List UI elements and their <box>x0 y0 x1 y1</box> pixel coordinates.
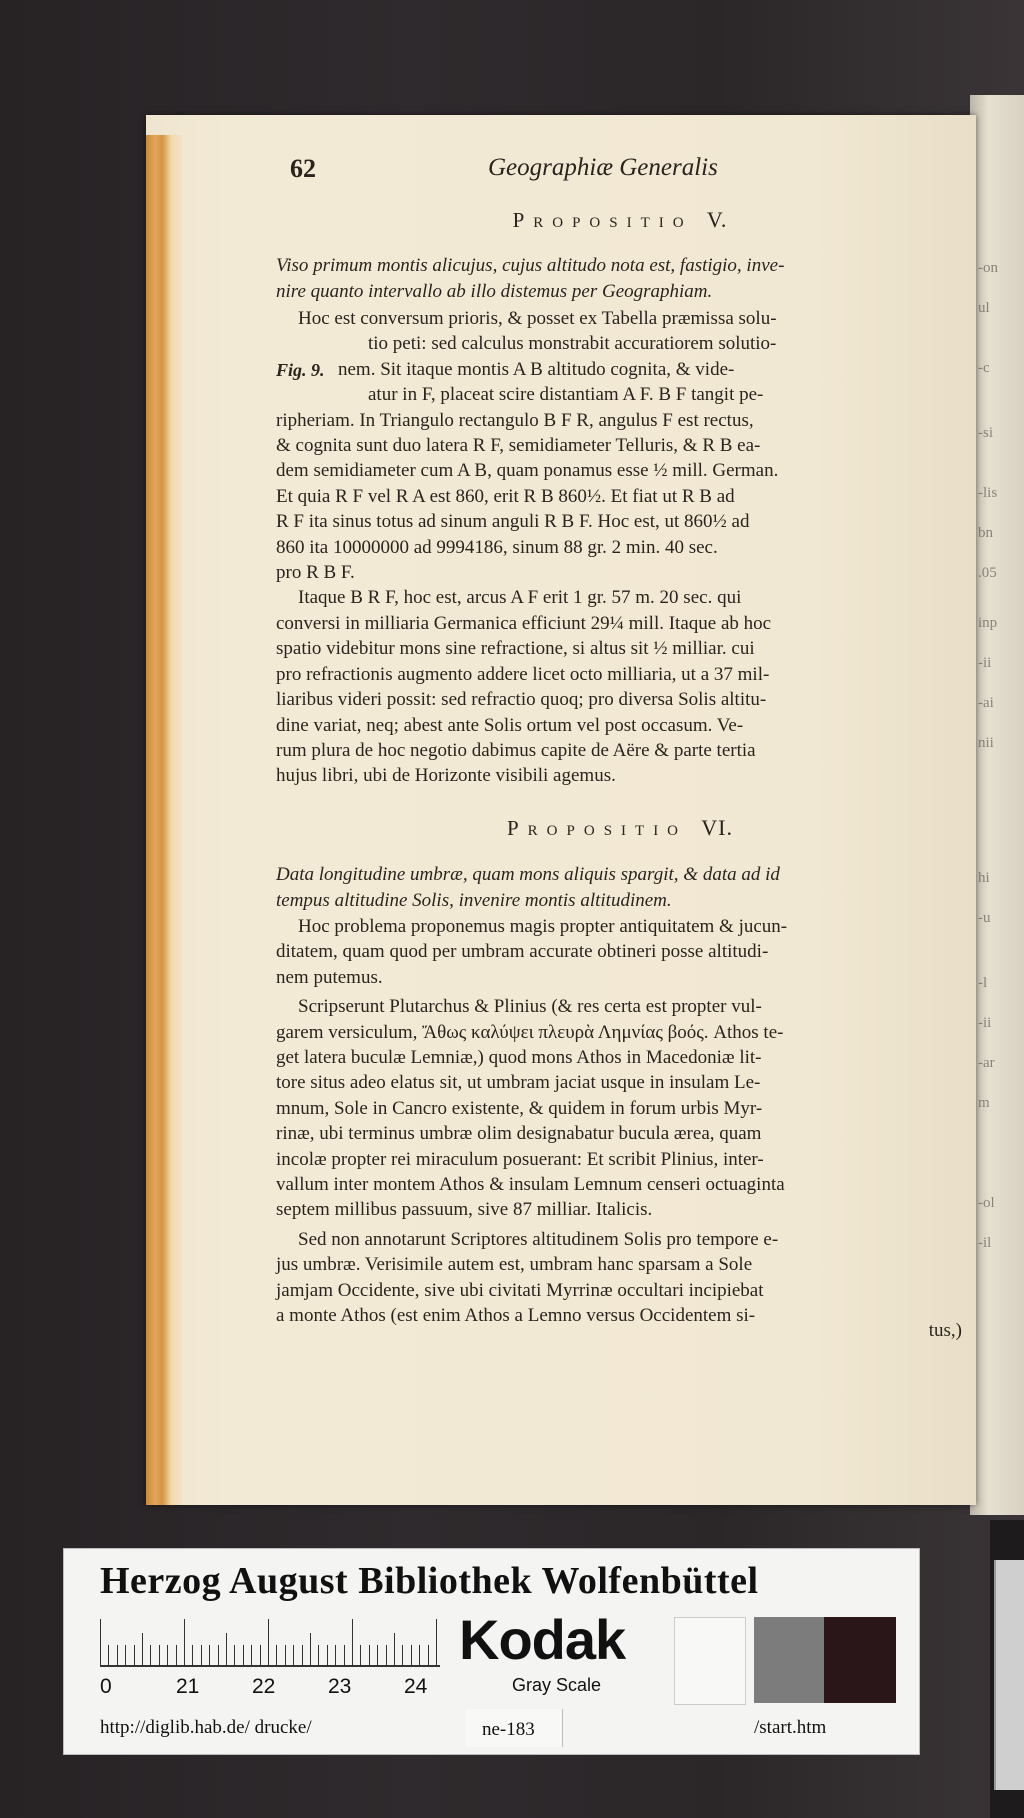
ruler-tick <box>293 1645 294 1665</box>
text-line: a monte Athos (est enim Athos a Lemno versus Occidentem si- <box>276 1305 756 1327</box>
ruler-tick <box>268 1619 269 1665</box>
ruler-tick <box>150 1645 151 1665</box>
ruler-tick <box>310 1633 311 1665</box>
ruler-tick <box>318 1645 319 1665</box>
facing-page-edge: -on ul -c -si -lis bn .05 inp -ii -ai nii hi -u -l -ii -ar m -ol -il <box>970 95 1024 1515</box>
proposition-6-title <box>290 815 950 841</box>
ruler-tick <box>226 1633 227 1665</box>
ruler-tick <box>234 1645 235 1665</box>
text-line: 860 ita 10000000 ad 9994186, sinum 88 gr. 2 min. 40 sec. <box>276 536 718 558</box>
text-line: get latera buculæ Lemniæ,) quod mons Athos in Macedoniæ lit- <box>276 1047 762 1069</box>
page-header <box>290 150 950 190</box>
ruler-tick <box>176 1645 177 1665</box>
ruler-tick <box>360 1645 361 1665</box>
text-line: Scripserunt Plutarchus & Plinius (& res certa est propter vul- <box>298 996 762 1018</box>
scan-tab <box>994 1560 1024 1790</box>
url-suffix: /start.htm <box>754 1717 827 1738</box>
text-line: jamjam Occidente, sive ubi civitati Myrrinæ occultari incipiebat <box>276 1279 764 1301</box>
ruler-tick <box>428 1645 429 1665</box>
scale-ruler <box>100 1615 440 1667</box>
ruler-tick <box>369 1645 370 1665</box>
ruler-tick <box>192 1645 193 1665</box>
text-line: dine variat, neq; abest ante Solis ortum vel post occasum. Ve- <box>276 714 744 736</box>
ruler-tick <box>100 1619 101 1665</box>
text-line: Viso primum montis alicujus, cujus altitudo nota est, fastigio, inve- <box>276 255 785 276</box>
ruler-tick <box>117 1645 118 1665</box>
scale-label: 24 <box>404 1675 428 1698</box>
gray-patch-dark <box>824 1617 896 1703</box>
ruler-tick <box>411 1645 412 1665</box>
text-line: hujus libri, ubi de Horizonte visibili agemus. <box>276 765 616 787</box>
text-line: tore situs adeo elatus sit, ut umbram jaciat usque in insulam Le- <box>276 1072 761 1094</box>
text-line: & cognita sunt duo latera R F, semidiameter Telluris, & R B ea- <box>276 435 761 457</box>
text-line: spatio videbitur mons sine refractione, si altus sit ½ milliar. cui <box>276 638 755 660</box>
ruler-tick <box>327 1645 328 1665</box>
ruler-tick <box>142 1633 143 1665</box>
ruler-tick <box>251 1645 252 1665</box>
gray-patch-mid <box>754 1617 824 1703</box>
proposition-5-statement <box>276 253 954 305</box>
text-line: nem. Sit itaque montis A B altitudo cognita, & vide- <box>338 358 735 380</box>
text-line: Et quia R F vel R A est 860, erit R B 860½. Et fiat ut R B ad <box>276 485 735 507</box>
text-line: nem putemus. <box>276 966 383 988</box>
text-line: pro refractionis augmento addere licet octo milliaria, ut a 37 mil- <box>276 663 770 685</box>
proposition-5-body <box>276 306 954 789</box>
text-line: rinæ, ubi terminus umbræ olim designabatur bucula ærea, quam <box>276 1123 762 1145</box>
ruler-tick <box>209 1645 210 1665</box>
ruler-tick <box>260 1645 261 1665</box>
ruler-tick <box>218 1645 219 1665</box>
text-line: vallum inter montem Athos & insulam Lemnum censeri octuaginta <box>276 1174 785 1196</box>
ruler-tick <box>184 1619 185 1665</box>
text-line: Hoc est conversum prioris, & posset ex Tabella præmissa solu- <box>298 308 777 329</box>
text-line: Itaque B R F, hoc est, arcus A F erit 1 gr. 57 m. 20 sec. qui <box>298 587 742 609</box>
page-number: 62 <box>290 154 316 183</box>
proposition-5-title <box>290 207 950 233</box>
text-line: jus umbræ. Verisimile autem est, umbram hanc sparsam a Sole <box>276 1254 753 1276</box>
text-line: dem semidiameter cum A B, quam ponamus esse ½ mill. German. <box>276 460 779 482</box>
proposition-6-statement <box>276 862 954 914</box>
calibration-card <box>63 1548 920 1755</box>
proposition-6-body <box>276 914 954 1329</box>
ruler-tick <box>419 1645 420 1665</box>
figure-reference: Fig. 9. <box>276 360 325 380</box>
text-line: conversi in milliaria Germanica efficiunt 29¼ mill. Itaque ab hoc <box>276 612 772 634</box>
text-line: tempus altitudine Solis, invenire montis altitudinem. <box>276 890 672 911</box>
text-line: garem versiculum, Ἄθως καλύψει πλευρὰ Λημνίας βοός. Athos te- <box>276 1021 784 1043</box>
text-line: pro R B F. <box>276 562 355 584</box>
text-line: nire quanto intervallo ab illo distemus per Geographiam. <box>276 281 713 302</box>
ruler-tick <box>159 1645 160 1665</box>
ruler-tick <box>335 1645 336 1665</box>
text-line: ditatem, quam quod per umbram accurate obtineri posse altitudi- <box>276 941 769 963</box>
ruler-tick <box>167 1645 168 1665</box>
text-line: liaribus videri possit: sed refractio quoq; pro diversa Solis altitu- <box>276 689 767 711</box>
text-line: septem millibus passuum, sive 87 milliar. Italicis. <box>276 1199 653 1221</box>
text-line: tio peti: sed calculus monstrabit accuratiorem solutio- <box>368 333 777 355</box>
ruler-tick <box>344 1645 345 1665</box>
kodak-logo: Kodak <box>459 1608 626 1671</box>
ruler-tick <box>386 1645 387 1665</box>
text-line: rum plura de hoc negotio dabimus capite de Aëre & parte tertia <box>276 739 756 761</box>
ruler-tick <box>436 1619 437 1665</box>
text-line: Data longitudine umbræ, quam mons aliquis spargit, & data ad id <box>276 864 780 885</box>
proposition-numeral: V. <box>706 207 728 232</box>
text-line: mnum, Sole in Cancro existente, & quidem in forum urbis Myr- <box>276 1097 763 1119</box>
ruler-tick <box>125 1645 126 1665</box>
ruler-tick <box>402 1645 403 1665</box>
text-line: Sed non annotarunt Scriptores altitudinem Solis pro tempore e- <box>298 1228 779 1250</box>
ruler-tick <box>285 1645 286 1665</box>
ruler-tick <box>377 1645 378 1665</box>
text-line: R F ita sinus totus ad sinum anguli R B F. Hoc est, ut 860½ ad <box>276 511 750 533</box>
ruler-tick <box>134 1645 135 1665</box>
page-gilt-edge <box>146 135 182 1505</box>
scale-label: 0 <box>100 1675 112 1698</box>
grayscale-label: Gray Scale <box>512 1675 602 1695</box>
text-line: ripheriam. In Triangulo rectangulo B F R, angulus F est rectus, <box>276 409 754 431</box>
catchword: tus,) <box>928 1320 962 1341</box>
ruler-tick <box>243 1645 244 1665</box>
running-head: Geographiæ Generalis <box>488 154 718 181</box>
ruler-tick <box>394 1633 395 1665</box>
text-line: atur in F, placeat scire distantiam A F. B F tangit pe- <box>368 384 764 406</box>
proposition-numeral: VI. <box>701 815 733 840</box>
url-prefix: http://diglib.hab.de/ drucke/ <box>100 1717 312 1738</box>
text-line: Hoc problema proponemus magis propter antiquitatem & jucun- <box>298 916 788 937</box>
ruler-tick <box>201 1645 202 1665</box>
scale-label: 21 <box>176 1675 200 1698</box>
text-line: incolæ propter rei miraculum posuerant: Et scribit Plinius, inter- <box>276 1148 764 1170</box>
scale-label: 23 <box>328 1675 352 1698</box>
ruler-tick <box>276 1645 277 1665</box>
ruler-tick <box>352 1619 353 1665</box>
gray-patch-white <box>674 1617 746 1705</box>
library-name: Herzog August Bibliothek Wolfenbüttel <box>100 1560 759 1602</box>
url-id: ne-183 <box>482 1719 535 1740</box>
ruler-tick <box>302 1645 303 1665</box>
proposition-label: Propositio <box>507 816 688 840</box>
scale-label: 22 <box>252 1675 276 1698</box>
proposition-label: Propositio <box>512 208 693 232</box>
ruler-tick <box>108 1645 109 1665</box>
